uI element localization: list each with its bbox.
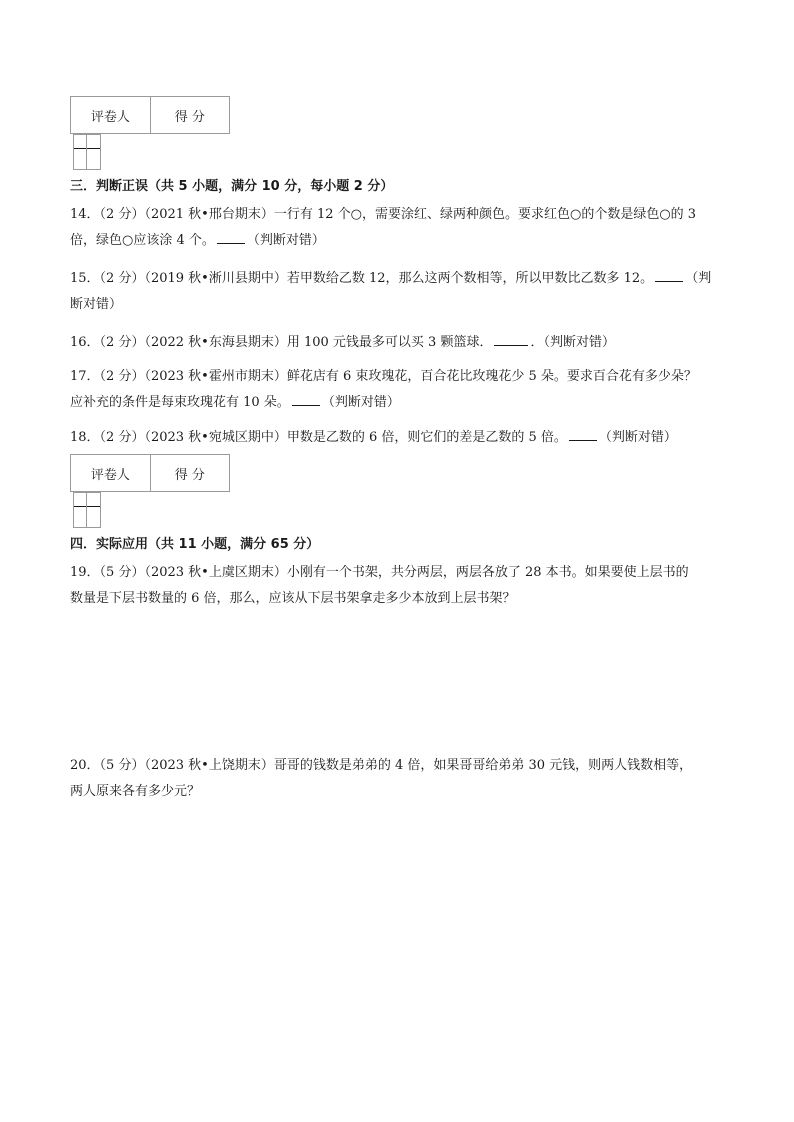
grader-header: 评卷人 [71, 455, 151, 492]
question-19-line2: 数量是下层书数量的 6 倍，那么，应该从下层书架拿走多少本放到上层书架？ [70, 591, 516, 606]
question-17 [70, 364, 726, 416]
question-19-line1: 19．（5 分）（2023 秋•上虞区期末）小刚有一个书架，共分两层，两层各放了 28 本书。如果要使上层书的 [70, 565, 689, 580]
question-17-line2: 应补充的条件是每束玫瑰花有 10 朵。 （判断对错） [70, 390, 726, 416]
grader-cell[interactable] [73, 135, 87, 170]
answer-blank[interactable] [569, 426, 597, 441]
answer-blank[interactable] [494, 331, 528, 346]
section-title: 三．判断正误（共 5 小题，满分 10 分，每小题 2 分） [70, 179, 394, 194]
score-cell[interactable] [87, 135, 101, 170]
question-20 [70, 753, 726, 805]
score-table [70, 454, 230, 511]
score-header: 得 分 [150, 455, 229, 492]
question-19 [70, 560, 726, 612]
answer-blank[interactable] [655, 267, 683, 282]
question-20-line1: 20．（5 分）（2023 秋•上饶期末）哥哥的钱数是弟弟的 4 倍，如果哥哥给弟弟 30 元钱，则两人钱数相等， [70, 758, 693, 773]
score-cell[interactable] [87, 493, 101, 528]
question-14 [70, 202, 726, 254]
grader-header: 评卷人 [71, 97, 151, 134]
answer-blank[interactable] [217, 229, 245, 244]
grader-cell[interactable] [73, 493, 87, 528]
question-14-line2: 倍，绿色○应该涂 4 个。 （判断对错） [70, 228, 726, 254]
question-15 [70, 266, 726, 318]
question-15-line2: 断对错） [70, 297, 123, 312]
question-14-line1: 14．（2 分）（2021 秋•邢台期末）一行有 12 个○，需要涂红、绿两种颜色。要求红色○的个数是绿色○的 3 [70, 207, 697, 222]
question-16: 16．（2 分）（2022 秋•东海县期末）用 100 元钱最多可以买 3 颗篮球． ．（判断对错） [70, 330, 726, 356]
question-18: 18．（2 分）（2023 秋•宛城区期中）甲数是乙数的 6 倍，则它们的差是乙数的 5 倍。 （判断对错） [70, 425, 726, 451]
answer-blank[interactable] [292, 391, 320, 406]
score-header: 得 分 [150, 97, 229, 134]
question-20-line2: 两人原来各有多少元？ [70, 784, 201, 799]
section-title: 四．实际应用（共 11 小题，满分 65 分） [70, 537, 320, 552]
question-17-line1: 17．（2 分）（2023 秋•霍州市期末）鲜花店有 6 束玫瑰花，百合花比玫瑰花少 5 朵。要求百合花有多少朵？ [70, 369, 697, 384]
score-table [70, 96, 230, 153]
question-15-line1: 15．（2 分）（2019 秋•淅川县期中）若甲数给乙数 12，那么这两个数相等，所以甲数比乙数多 12。 （判 [70, 266, 726, 292]
